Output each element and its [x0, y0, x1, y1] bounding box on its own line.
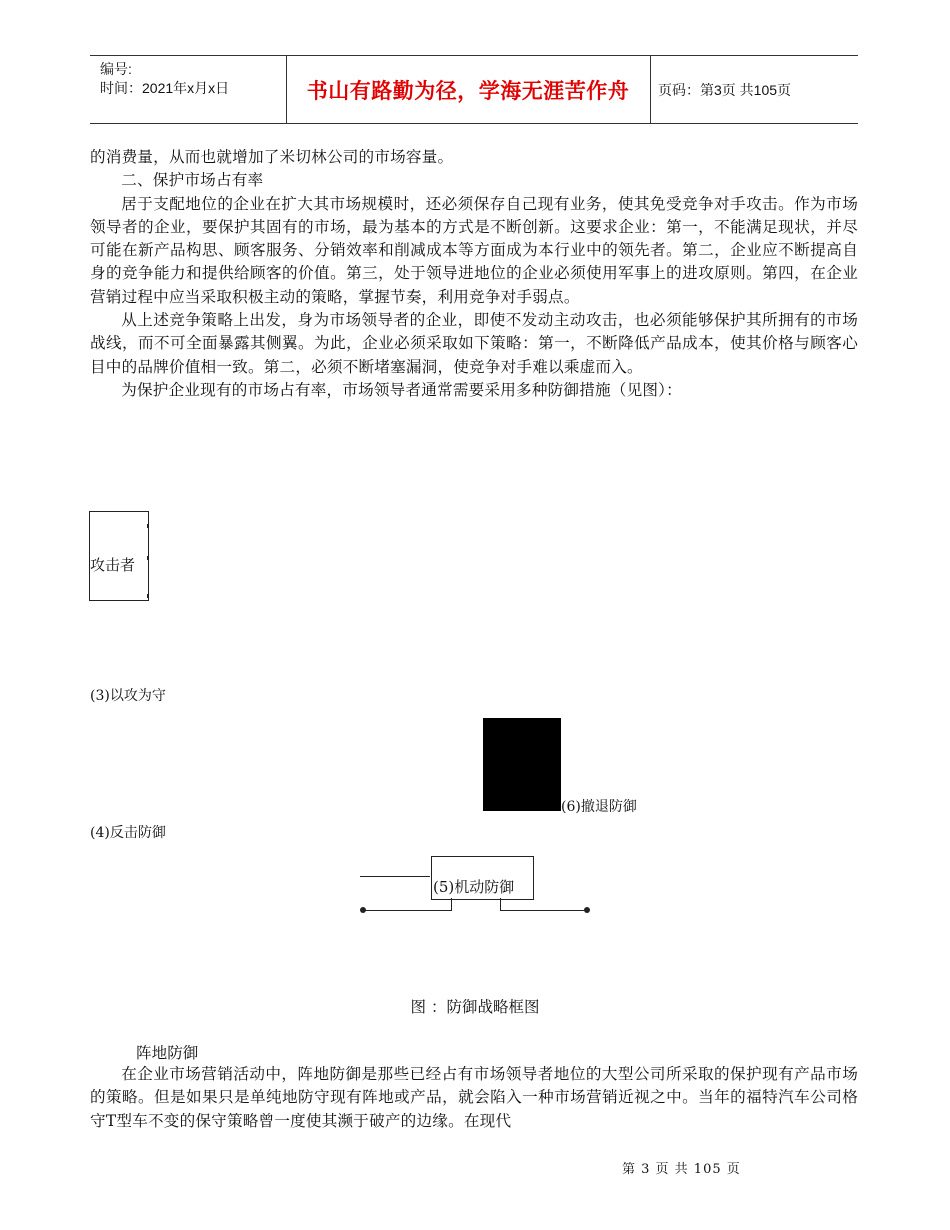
- header-motto: 书山有路勤为径，学海无涯苦作舟: [306, 78, 630, 103]
- diagram-dot: [360, 907, 366, 913]
- diagram-line: [451, 898, 452, 910]
- label-counteroffensive: (3)以攻为守: [90, 688, 166, 704]
- paragraph: 居于支配地位的企业在扩大其市场规模时，还必须保存自己现有业务，使其免受竞争对手攻击。作为市场领导者的企业，要保护其固有的市场，最为基本的方式是不断创新。这要求企业：第一，不能满足现状，并尽可能在新产品构思、顾客服务、分销效率和削减成本等方面成为本行业中的领先者。第二，企业应不断提高自身的竞争能力和提供给顾客的价值。第三，处于领导进地位的企业必须使用军事上的进攻原则。第四，在企业营销过程中应当采取积极主动的策略，掌握节奏，利用竞争对手弱点。: [90, 194, 858, 306]
- diagram-dot: [584, 907, 590, 913]
- body-text-top: [90, 146, 858, 402]
- page-header: [90, 55, 858, 124]
- label-retreat: (6)撤退防御: [561, 799, 637, 815]
- section-heading: 二、保护市场占有率: [121, 171, 264, 190]
- diagram-line: [360, 876, 430, 877]
- body-text-bottom: [90, 1063, 858, 1133]
- diagram-line: [500, 898, 501, 910]
- attacker-label: 攻击者: [90, 556, 136, 574]
- diagram-tick: [147, 524, 149, 528]
- retreat-block: [483, 718, 561, 811]
- header-divider: [650, 56, 651, 123]
- diagram-line: [500, 910, 586, 911]
- figure-caption: 图 ：防御战略框图: [410, 998, 540, 1016]
- number-label: 编号:: [100, 61, 132, 77]
- paragraph: 为保护企业现有的市场占有率，市场领导者通常需要采用多种防御措施（见图）：: [121, 380, 682, 399]
- paragraph: 的消费量，从而也就增加了米切林公司的市场容量。: [90, 148, 454, 166]
- diagram-tick: [147, 556, 149, 560]
- diagram-line: [364, 910, 452, 911]
- paragraph: 从上述竞争策略上出发，身为市场领导者的企业，即使不发动主动攻击，也必须能够保护其所拥有的市场战线，而不可全面暴露其侧翼。为此，企业必须采取如下策略：第一，不断降低产品成本，使其价格与顾客心目中的品牌价值相一致。第二，必须不断堵塞漏洞，使竞争对手难以乘虚而入。: [90, 311, 858, 376]
- time-label: 时间：2021年x月x日: [100, 80, 230, 96]
- header-meta: [100, 60, 229, 98]
- page-footer: 第 3 页 共 105 页: [622, 1162, 741, 1177]
- diagram-tick: [147, 594, 149, 598]
- label-mobile: (5)机动防御: [433, 878, 515, 896]
- header-page-info: 页码：第3页 共105页: [658, 81, 792, 98]
- label-counterattack: (4)反击防御: [90, 825, 166, 841]
- paragraph: 在企业市场营销活动中，阵地防御是那些已经占有市场领导者地位的大型公司所采取的保护现有产品市场的策略。但是如果只是单纯地防守现有阵地或产品，就会陷入一种市场营销近视之中。当年的福特汽车公司格守T型车不变的保守策略曾一度使其濒于破产的边缘。在现代: [90, 1065, 858, 1130]
- subsection-heading: 阵地防御: [136, 1044, 199, 1062]
